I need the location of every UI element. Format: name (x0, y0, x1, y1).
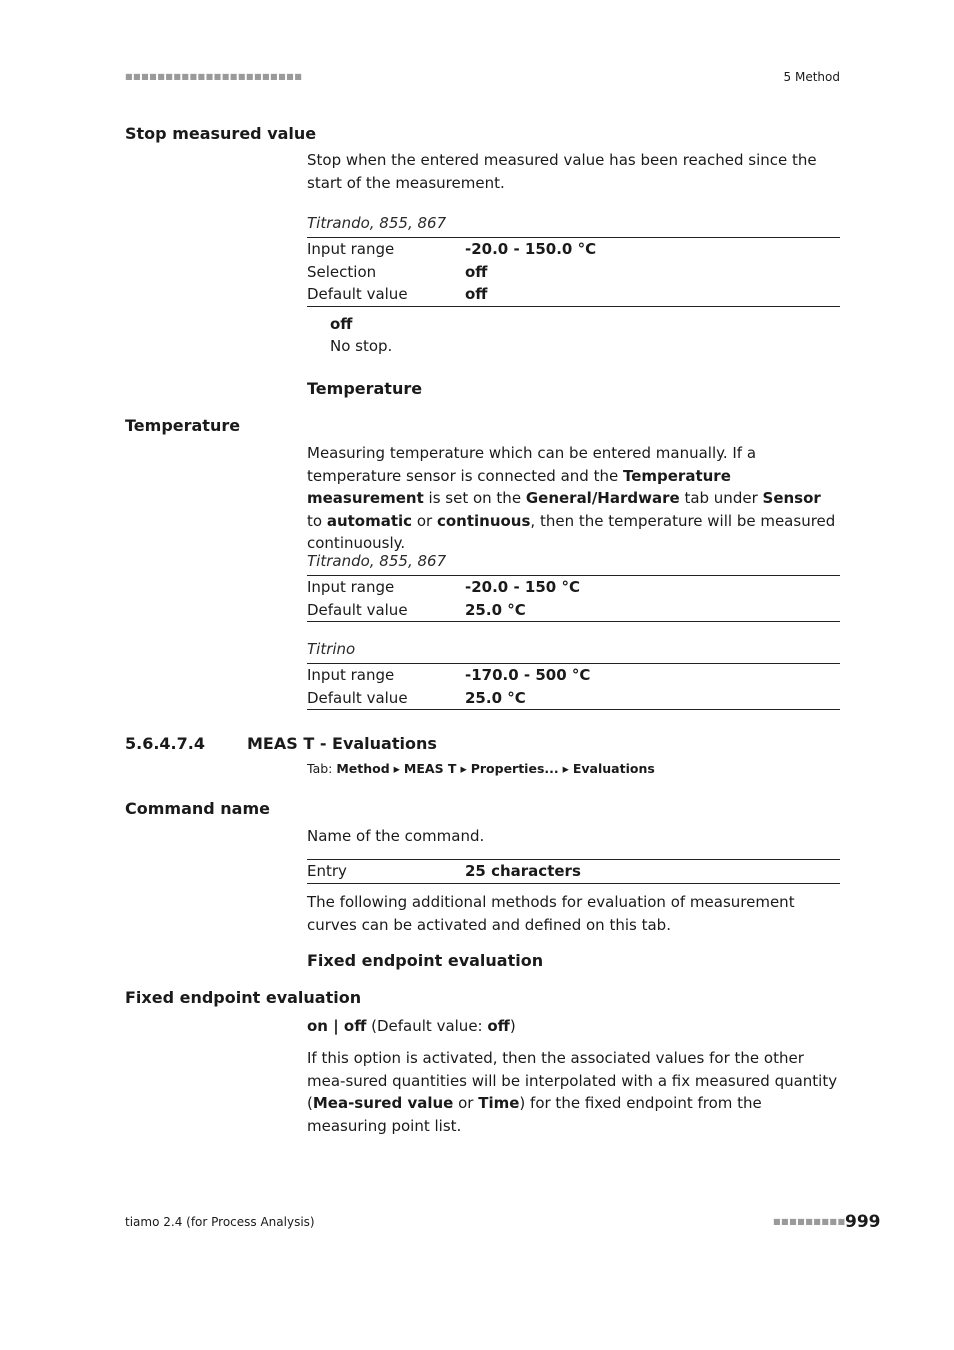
fixed-endpoint-options: on | off (Default value: off) (307, 1017, 516, 1035)
table-row: Default value 25.0 °C (307, 600, 526, 619)
stop-measured-value-heading: Stop measured value (125, 124, 317, 143)
device-caption: Titrino (307, 640, 356, 658)
parameter-table (307, 575, 840, 622)
footer-decoration: ■■■■■■■■■ (773, 1217, 846, 1226)
header-decoration: ■■■■■■■■■■■■■■■■■■■■■■ (125, 72, 303, 81)
table-row: Entry 25 characters (307, 862, 581, 880)
evaluations-intro: The following additional methods for evaluation of measurement curves can be activated and defined on this tab. (307, 893, 795, 934)
parameter-table (307, 663, 840, 710)
chapter-title: 5 Method (783, 70, 840, 84)
breadcrumb: Tab: Method ▸ MEAS T ▸ Properties... ▸ Evaluations (307, 761, 655, 776)
device-caption: Titrando, 855, 867 (307, 214, 447, 232)
option-name: off (330, 315, 353, 333)
fixed-endpoint-description: If this option is activated, then the associated values for the other mea-sured quantities will be interpolated with a fix measured quantity (Mea-sured value or Time) for the fixed endpoint from the measuring point list. (307, 1049, 838, 1135)
parameter-table (307, 859, 840, 884)
temperature-heading: Temperature (125, 416, 241, 435)
table-row: Selection off (307, 262, 488, 281)
temperature-description: Measuring temperature which can be entered manually. If a temperature sensor is connected and the Temperature measurement is set on the General/Hardware tab under Sensor to automatic or continuous, then the temperature will be measured continuously. (307, 444, 836, 552)
parameter-table (307, 237, 840, 307)
table-row: Input range -20.0 - 150 °C (307, 578, 580, 596)
command-name-description: Name of the command. (307, 827, 485, 845)
stop-measured-value-description: Stop when the entered measured value has been reached since the start of the measurement. (307, 151, 817, 192)
fixed-endpoint-heading: Fixed endpoint evaluation (125, 988, 362, 1007)
table-row: Input range -20.0 - 150.0 °C (307, 240, 597, 258)
option-description: No stop. (330, 337, 393, 355)
page-number: 999 (845, 1212, 881, 1232)
temperature-subheading: Temperature (307, 379, 423, 398)
section-number: 5.6.4.7.4 (125, 734, 205, 753)
product-name: tiamo 2.4 (for Process Analysis) (125, 1215, 315, 1229)
section-title: MEAS T - Evaluations (247, 734, 437, 753)
table-row: Default value 25.0 °C (307, 688, 526, 707)
fixed-endpoint-subheading: Fixed endpoint evaluation (307, 951, 544, 970)
table-row: Input range -170.0 - 500 °C (307, 666, 591, 684)
table-row: Default value off (307, 285, 488, 303)
command-name-heading: Command name (125, 799, 270, 818)
device-caption: Titrando, 855, 867 (307, 552, 447, 570)
